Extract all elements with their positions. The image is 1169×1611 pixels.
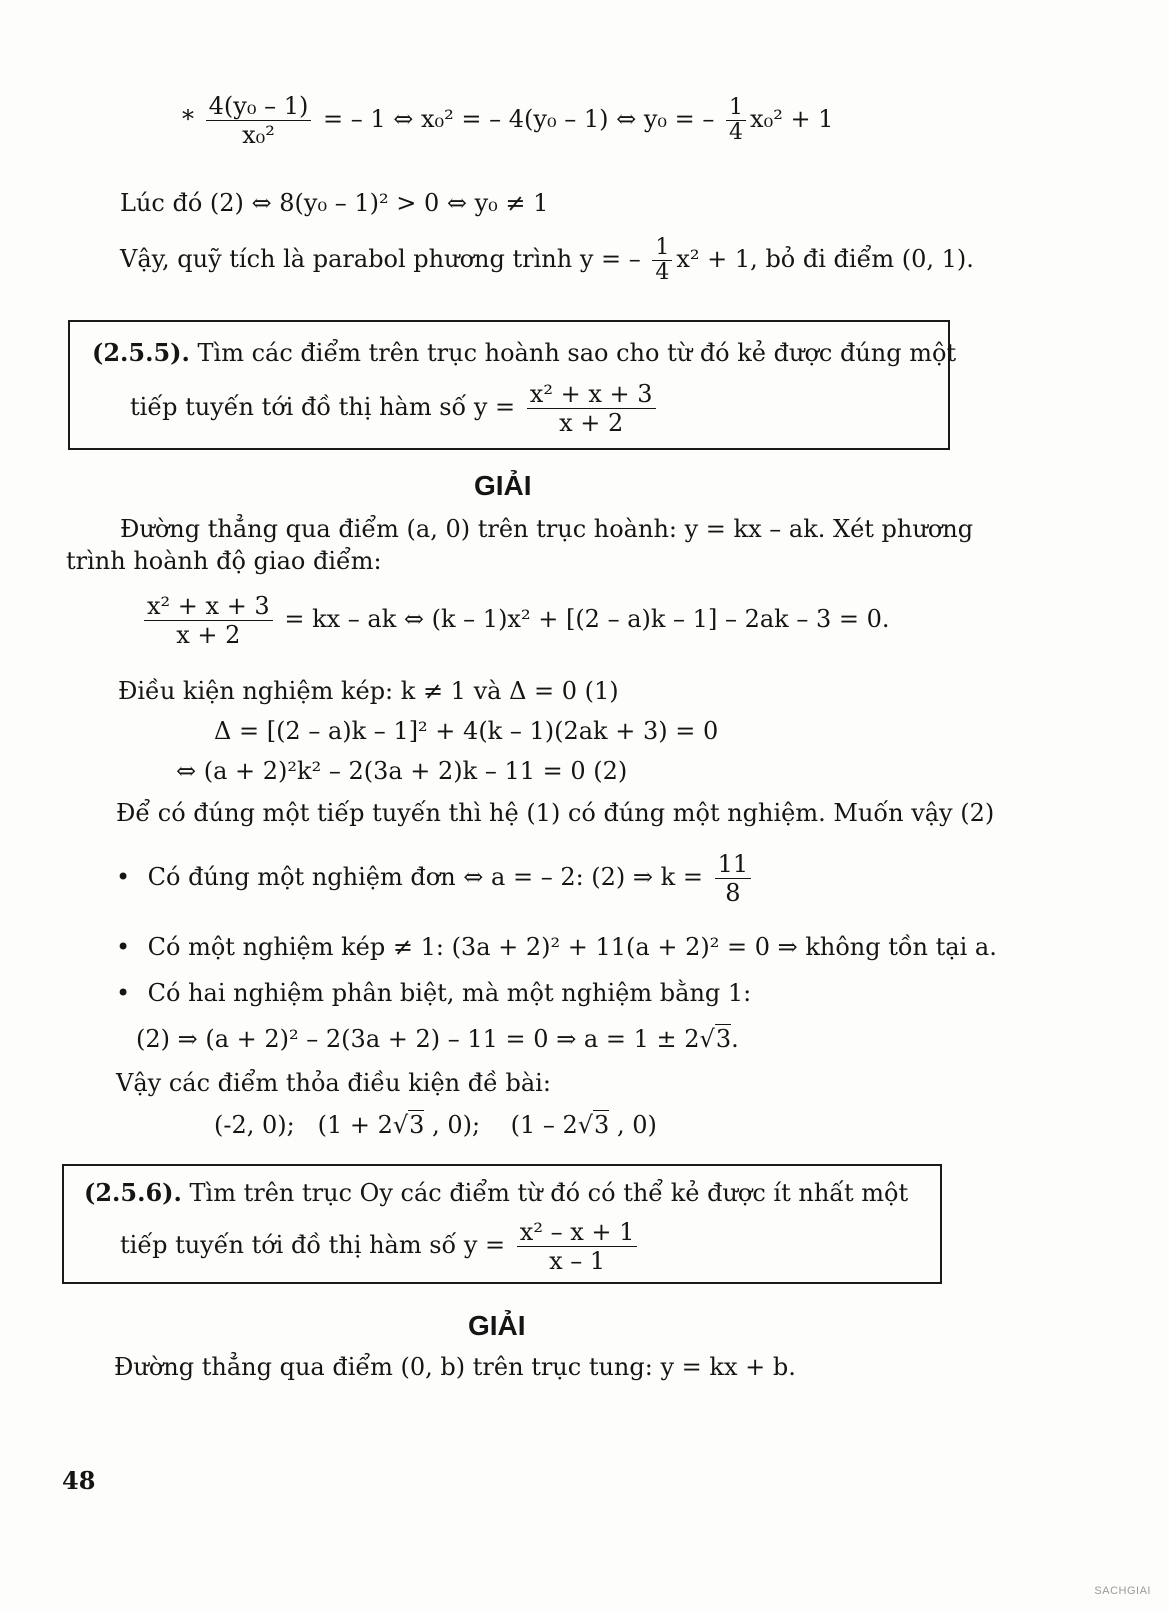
bullet-icon: • [116,979,131,1007]
fraction: $\frac{1}{4}$ [726,96,746,145]
bullet-item: • Có một nghiệm kép ≠ 1: (3a + 2)² + 11(a + 2)² = 0 ⇒ không tồn tại a. [116,933,997,961]
bullet-icon: • [116,863,131,891]
problem-label: (2.5.5). [92,338,190,367]
watermark-logo: SACHGIAI [1094,1585,1151,1597]
problem-label: (2.5.6). [84,1178,182,1207]
paragraph-line: trình hoành độ giao điểm: [66,547,382,575]
star-mark: * [182,105,194,133]
solution-heading: GIẢI [468,1310,526,1341]
equation-line: Δ = [(2 – a)k – 1]² + 4(k – 1)(2ak + 3) = 0 [214,717,719,745]
equation-line: $\frac{\text{x² + x + 3}}{x + 2}$ = kx – ak ⇔ (k – 1)x² + [(2 – a)k – 1] – 2ak – 3 = 0. [140,592,890,649]
fraction: $\frac{\text{4(y₀ – 1)}}{\text{x₀²}}$ [206,92,312,149]
text-line: Vậy, quỹ tích là parabol phương trình y = – $\frac{1}{4}$ x² + 1, bỏ đi điểm (0, 1). [120,235,974,285]
fraction: $\frac{\text{x² – x + 1}}{x - 1}$ [517,1218,638,1275]
paragraph-line: Vậy các điểm thỏa điều kiện đề bài: [116,1069,551,1097]
paragraph-line: Để có đúng một tiếp tuyến thì hệ (1) có đúng một nghiệm. Muốn vậy (2) [116,799,995,827]
equation-line: (2) ⇒ (a + 2)² – 2(3a + 2) – 11 = 0 ⇒ a = 1 ± 2√3. [136,1025,739,1053]
fraction: $\frac{\text{x² + x + 3}}{x + 2}$ [527,380,656,437]
paragraph-line: Đường thẳng qua điểm (0, b) trên trục tung: y = kx + b. [114,1353,796,1381]
bullet-item: • Có đúng một nghiệm đơn ⇔ a = – 2: (2) ⇒ k = $\frac{11}{8}$ [116,850,755,907]
solution-heading: GIẢI [474,470,532,501]
points-line: (-2, 0); (1 + 2√3 , 0); (1 – 2√3 , 0) [214,1111,657,1139]
equation-line-1: * $\frac{\text{4(y₀ – 1)}}{\text{x₀²}}$ = – 1 ⇔ x₀² = – 4(y₀ – 1) ⇔ y₀ = – $\frac{1}{4}$ x₀² + 1 [182,92,834,149]
fraction: $\frac{1}{4}$ [652,236,672,285]
page-number: 48 [62,1466,96,1495]
fraction: $\frac{11}{8}$ [715,850,752,907]
bullet-icon: • [116,933,131,961]
condition-line: Điều kiện nghiệm kép: k ≠ 1 và Δ = 0 (1) [118,677,619,705]
bullet-item: • Có hai nghiệm phân biệt, mà một nghiệm bằng 1: [116,979,752,1007]
fraction: $\frac{\text{x² + x + 3}}{x + 2}$ [144,592,273,649]
problem-box-2-5-6: (2.5.6). Tìm trên trục Oy các điểm từ đó có thể kẻ được ít nhất một tiếp tuyến tới đồ thị hàm số y = $\frac{\text{x² – x + 1}}{x - 1}$ [62,1164,942,1284]
problem-box-2-5-5: (2.5.5). Tìm các điểm trên trục hoành sao cho từ đó kẻ được đúng một tiếp tuyến tới đồ thị hàm số y = $\frac{\text{x² + x + 3}}{x + 2}$ [68,320,950,450]
text-line: Lúc đó (2) ⇔ 8(y₀ – 1)² > 0 ⇔ y₀ ≠ 1 [120,189,549,217]
paragraph-line: Đường thẳng qua điểm (a, 0) trên trục hoành: y = kx – ak. Xét phương [120,515,974,543]
equation-line: ⇔ (a + 2)²k² – 2(3a + 2)k – 11 = 0 (2) [176,757,628,785]
